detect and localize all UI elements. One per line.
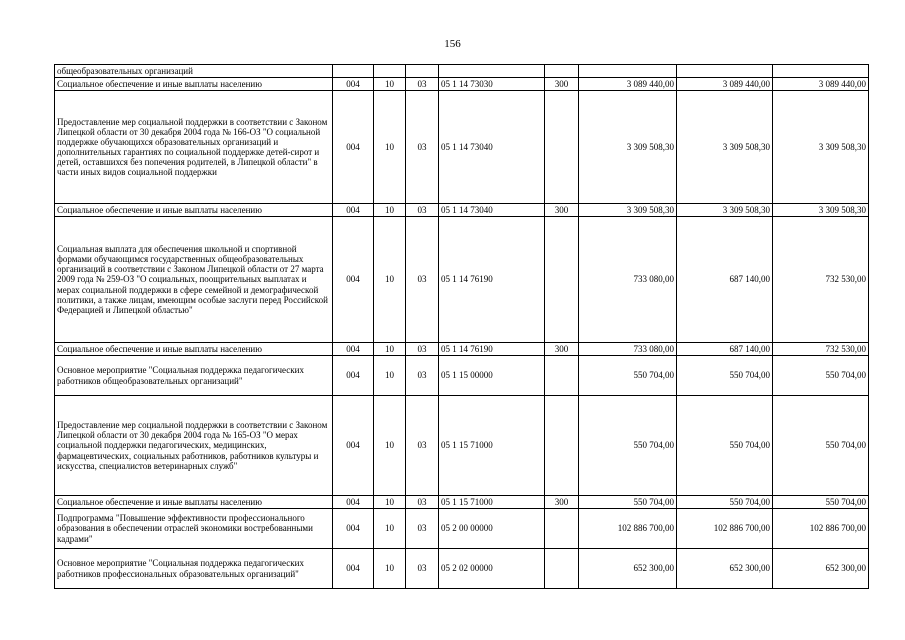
cell-target-article: 05 1 14 73040 <box>439 91 545 204</box>
cell-amount-year-3: 652 300,00 <box>773 549 869 589</box>
cell-amount-year-1: 3 309 508,30 <box>579 91 677 204</box>
cell-section: 10 <box>374 204 406 217</box>
cell-expense-type <box>545 549 579 589</box>
table-row <box>55 91 869 204</box>
cell-amount-year-1: 550 704,00 <box>579 396 677 496</box>
cell-expense-type <box>545 396 579 496</box>
cell-amount-year-1: 3 309 508,30 <box>579 204 677 217</box>
cell-amount-year-3: 102 886 700,00 <box>773 509 869 549</box>
cell-section: 10 <box>374 78 406 91</box>
cell-target-article: 05 1 14 73030 <box>439 78 545 91</box>
cell-ved: 004 <box>333 204 374 217</box>
cell-expense-type <box>545 217 579 343</box>
cell-amount-year-2: 687 140,00 <box>677 217 773 343</box>
cell-target-article: 05 1 14 73040 <box>439 204 545 217</box>
cell-amount-year-1: 550 704,00 <box>579 356 677 396</box>
cell-section: 10 <box>374 496 406 509</box>
cell-name: Предоставление мер социальной поддержки в соответствии с Законом Липецкой области от 30 декабря 2004 года № 166-ОЗ "О социальной поддержке обучающихся образовательных организаций и дополнительных гарантиях по социальной поддержке детей-сирот и детей, оставшихся без попечения родителей, в Липецкой области" в части иных видов социальной поддержки <box>55 91 333 204</box>
page-number: 156 <box>444 38 461 50</box>
cell-amount-year-2: 3 309 508,30 <box>677 204 773 217</box>
cell-name: Социальное обеспечение и иные выплаты населению <box>55 78 333 91</box>
budget-table-body <box>55 65 869 589</box>
cell-name: Социальное обеспечение и иные выплаты населению <box>55 204 333 217</box>
budget-table <box>54 64 869 589</box>
cell-target-article <box>439 65 545 78</box>
cell-amount-year-2: 550 704,00 <box>677 356 773 396</box>
cell-ved: 004 <box>333 217 374 343</box>
table-row <box>55 509 869 549</box>
table-row <box>55 65 869 78</box>
cell-expense-type: 300 <box>545 343 579 356</box>
cell-amount-year-1: 733 080,00 <box>579 217 677 343</box>
cell-amount-year-2: 3 309 508,30 <box>677 91 773 204</box>
cell-subsection: 03 <box>406 78 439 91</box>
cell-ved: 004 <box>333 509 374 549</box>
table-row <box>55 356 869 396</box>
cell-section: 10 <box>374 396 406 496</box>
cell-name: Основное мероприятие "Социальная поддержка педагогических работников профессиональных образовательных организаций" <box>55 549 333 589</box>
table-row <box>55 396 869 496</box>
cell-amount-year-2: 550 704,00 <box>677 396 773 496</box>
cell-ved: 004 <box>333 496 374 509</box>
cell-amount-year-2 <box>677 65 773 78</box>
cell-name: Социальное обеспечение и иные выплаты населению <box>55 496 333 509</box>
cell-expense-type <box>545 65 579 78</box>
cell-target-article: 05 2 02 00000 <box>439 549 545 589</box>
cell-name: Социальная выплата для обеспечения школьной и спортивной формами обучающимся государственных общеобразовательных организаций в соответствии с Законом Липецкой области от 27 марта 2009 года № 259-ОЗ "О социальных, поощрительных выплатах и мерах социальной поддержки в сфере семейной и демографической политики, а также лицам, имеющим особые заслуги перед Российской Федерацией и Липецкой областью" <box>55 217 333 343</box>
cell-expense-type: 300 <box>545 204 579 217</box>
cell-subsection: 03 <box>406 356 439 396</box>
cell-target-article: 05 1 14 76190 <box>439 343 545 356</box>
cell-name: Предоставление мер социальной поддержки в соответствии с Законом Липецкой области от 30 декабря 2004 года № 165-ОЗ "О мерах социальной поддержки педагогических, медицинских, фармацевтических, социальных работников, работников культуры и искусства, специалистов ветеринарных служб" <box>55 396 333 496</box>
cell-ved <box>333 65 374 78</box>
cell-amount-year-3: 3 309 508,30 <box>773 91 869 204</box>
cell-amount-year-2: 550 704,00 <box>677 496 773 509</box>
cell-amount-year-1: 3 089 440,00 <box>579 78 677 91</box>
cell-ved: 004 <box>333 549 374 589</box>
cell-section: 10 <box>374 356 406 396</box>
cell-subsection: 03 <box>406 396 439 496</box>
cell-target-article: 05 1 15 71000 <box>439 496 545 509</box>
table-row <box>55 343 869 356</box>
cell-section: 10 <box>374 217 406 343</box>
cell-expense-type: 300 <box>545 78 579 91</box>
cell-name: Подпрограмма "Повышение эффективности профессионального образования в обеспечении отраслей экономики востребованными кадрами" <box>55 509 333 549</box>
cell-amount-year-1: 733 080,00 <box>579 343 677 356</box>
table-row <box>55 217 869 343</box>
cell-amount-year-2: 652 300,00 <box>677 549 773 589</box>
cell-amount-year-2: 3 089 440,00 <box>677 78 773 91</box>
cell-subsection: 03 <box>406 217 439 343</box>
cell-amount-year-1: 550 704,00 <box>579 496 677 509</box>
cell-section: 10 <box>374 509 406 549</box>
table-row <box>55 496 869 509</box>
cell-section <box>374 65 406 78</box>
cell-expense-type <box>545 509 579 549</box>
cell-amount-year-2: 102 886 700,00 <box>677 509 773 549</box>
cell-amount-year-3: 550 704,00 <box>773 396 869 496</box>
cell-amount-year-1 <box>579 65 677 78</box>
cell-ved: 004 <box>333 356 374 396</box>
table-row <box>55 78 869 91</box>
cell-subsection <box>406 65 439 78</box>
cell-expense-type: 300 <box>545 496 579 509</box>
table-row <box>55 549 869 589</box>
cell-target-article: 05 1 14 76190 <box>439 217 545 343</box>
cell-amount-year-3 <box>773 65 869 78</box>
cell-amount-year-1: 102 886 700,00 <box>579 509 677 549</box>
cell-amount-year-3: 3 089 440,00 <box>773 78 869 91</box>
cell-amount-year-3: 550 704,00 <box>773 356 869 396</box>
cell-amount-year-3: 550 704,00 <box>773 496 869 509</box>
cell-amount-year-2: 687 140,00 <box>677 343 773 356</box>
cell-subsection: 03 <box>406 91 439 204</box>
cell-target-article: 05 2 00 00000 <box>439 509 545 549</box>
cell-expense-type <box>545 356 579 396</box>
cell-ved: 004 <box>333 78 374 91</box>
cell-subsection: 03 <box>406 204 439 217</box>
cell-ved: 004 <box>333 343 374 356</box>
cell-amount-year-3: 732 530,00 <box>773 343 869 356</box>
cell-ved: 004 <box>333 396 374 496</box>
cell-expense-type <box>545 91 579 204</box>
cell-amount-year-1: 652 300,00 <box>579 549 677 589</box>
cell-target-article: 05 1 15 00000 <box>439 356 545 396</box>
table-row <box>55 204 869 217</box>
cell-subsection: 03 <box>406 509 439 549</box>
cell-subsection: 03 <box>406 343 439 356</box>
cell-ved: 004 <box>333 91 374 204</box>
cell-target-article: 05 1 15 71000 <box>439 396 545 496</box>
cell-amount-year-3: 3 309 508,30 <box>773 204 869 217</box>
cell-subsection: 03 <box>406 549 439 589</box>
cell-name: общеобразовательных организаций <box>55 65 333 78</box>
cell-section: 10 <box>374 549 406 589</box>
cell-section: 10 <box>374 91 406 204</box>
cell-name: Основное мероприятие "Социальная поддержка педагогических работников общеобразовательных организаций" <box>55 356 333 396</box>
cell-amount-year-3: 732 530,00 <box>773 217 869 343</box>
cell-subsection: 03 <box>406 496 439 509</box>
cell-section: 10 <box>374 343 406 356</box>
cell-name: Социальное обеспечение и иные выплаты населению <box>55 343 333 356</box>
